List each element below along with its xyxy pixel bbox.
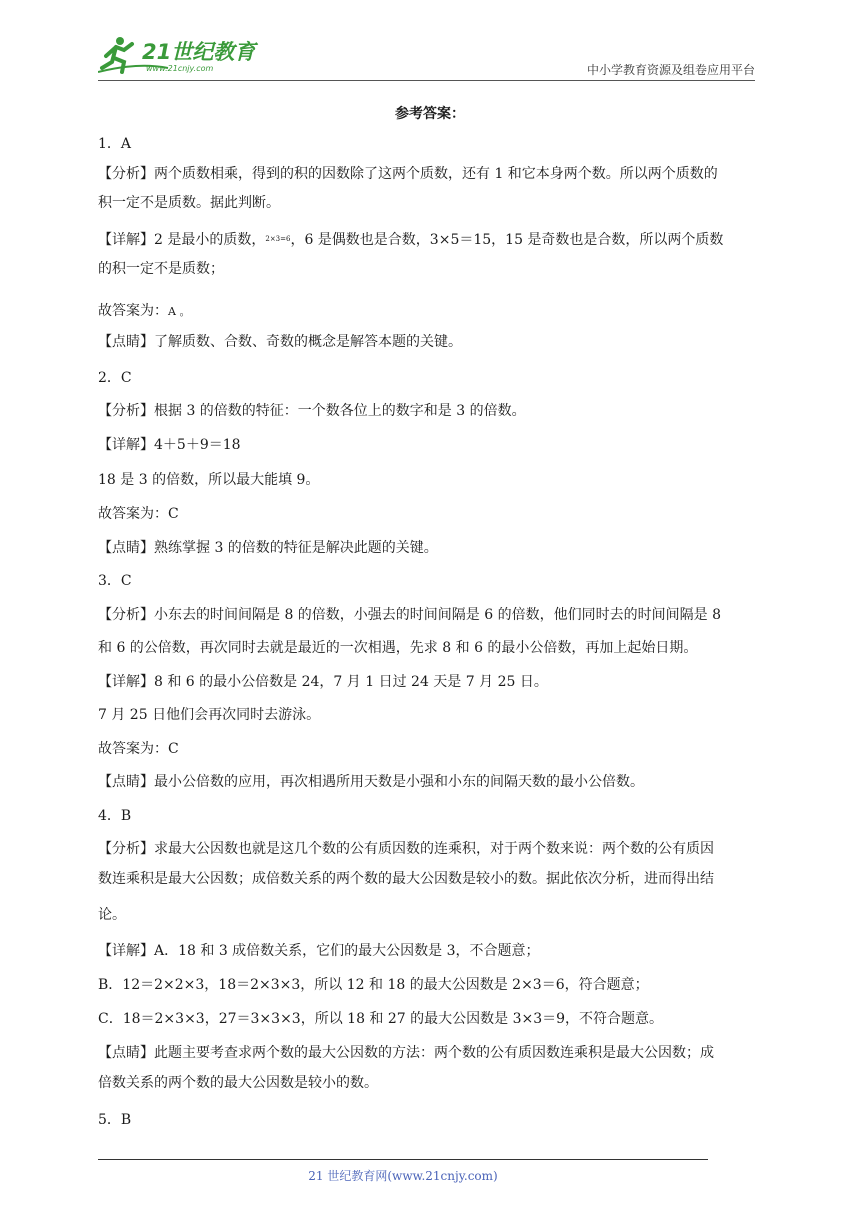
answer-line: 论。 — [98, 907, 126, 923]
answer-line: 【点睛】此题主要考查求两个数的最大公因数的方法：两个数的公有质因数连乘积是最大公因数；成 — [98, 1045, 714, 1061]
page-footer: 21 世纪教育网(www.21cnjy.com) — [308, 1169, 498, 1183]
answer-line: 的积一定不是质数； — [98, 261, 224, 277]
answer-line: 【分析】两个质数相乘，得到的积的因数除了这两个质数，还有 1 和它本身两个数。所以两个质数的 — [98, 166, 718, 182]
answer-line: 积一定不是质数。据此判断。 — [98, 195, 280, 211]
answer-line: 4．B — [98, 808, 132, 824]
answers-title: 参考答案： — [395, 106, 465, 122]
svg-text:21世纪教育: 21世纪教育 — [142, 40, 256, 64]
answer-line: C．18＝2×3×3，27＝3×3×3，所以 18 和 27 的最大公因数是 3×3＝9，不符合题意。 — [98, 1011, 664, 1027]
answer-line: 3．C — [98, 573, 132, 589]
answer-line — [98, 229, 723, 249]
answer-line: 【点睛】熟练掌握 3 的倍数的特征是解决此题的关键。 — [98, 540, 438, 556]
answer-line: 【分析】根据 3 的倍数的特征：一个数各位上的数字和是 3 的倍数。 — [98, 403, 526, 419]
answer-line: 5．B — [98, 1112, 132, 1128]
answer-line: 【详解】A．18 和 3 成倍数关系，它们的最大公因数是 3，不合题意； — [98, 943, 540, 959]
answer-line: 【点睛】了解质数、合数、奇数的概念是解答本题的关键。 — [98, 334, 462, 350]
page-header — [98, 28, 755, 80]
answer-line: 【分析】求最大公因数也就是这几个数的公有质因数的连乘积，对于两个数来说：两个数的公有质因 — [98, 841, 714, 857]
answer-line: 数连乘积是最大公因数；成倍数关系的两个数的最大公因数是较小的数。据此依次分析，进而得出结 — [98, 871, 714, 887]
platform-name: 中小学教育资源及组卷应用平台 — [586, 63, 755, 77]
formula-small: 2×3=6 — [265, 235, 291, 243]
answer-line: 【详解】8 和 6 的最小公倍数是 24，7 月 1 日过 24 天是 7 月 25 日。 — [98, 674, 548, 690]
answer-line: 【详解】4＋5＋9＝18 — [98, 437, 241, 453]
answer-line: 18 是 3 的倍数，所以最大能填 9。 — [98, 472, 320, 488]
answer-line: B．12＝2×2×3，18＝2×3×3，所以 12 和 18 的最大公因数是 2×3＝6，符合题意； — [98, 977, 649, 993]
answer-line: 【分析】小东去的时间间隔是 8 的倍数，小强去的时间间隔是 6 的倍数，他们同时去的时间间隔是 8 — [98, 607, 721, 623]
svg-text:www.21cnjy.com: www.21cnjy.com — [146, 64, 214, 73]
answer-line: 倍数关系的两个数的最大公因数是较小的数。 — [98, 1075, 378, 1091]
answer-line — [98, 300, 190, 320]
21cnjy-logo — [98, 32, 268, 76]
footer-divider — [98, 1159, 708, 1160]
answer-value: A 。 — [168, 305, 191, 318]
answer-line: 2．C — [98, 370, 132, 386]
detail-rest: ，6 是偶数也是合数，3×5＝15，15 是奇数也是合数，所以两个质数 — [290, 232, 724, 248]
header-divider — [98, 80, 755, 81]
answer-line: 7 月 25 日他们会再次同时去游泳。 — [98, 707, 321, 723]
answer-line: 故答案为：C — [98, 506, 179, 522]
answer-line: 【点睛】最小公倍数的应用，再次相遇所用天数是小强和小东的间隔天数的最小公倍数。 — [98, 774, 644, 790]
answer-line: 1．A — [98, 136, 132, 152]
answer-label: 故答案为： — [98, 303, 168, 319]
answer-line: 和 6 的公倍数，再次同时去就是最近的一次相遇，先求 8 和 6 的最小公倍数，再加上起始日期。 — [98, 640, 698, 656]
answer-line: 故答案为：C — [98, 741, 179, 757]
detail-label: 【详解】2 是最小的质数， — [98, 232, 266, 248]
